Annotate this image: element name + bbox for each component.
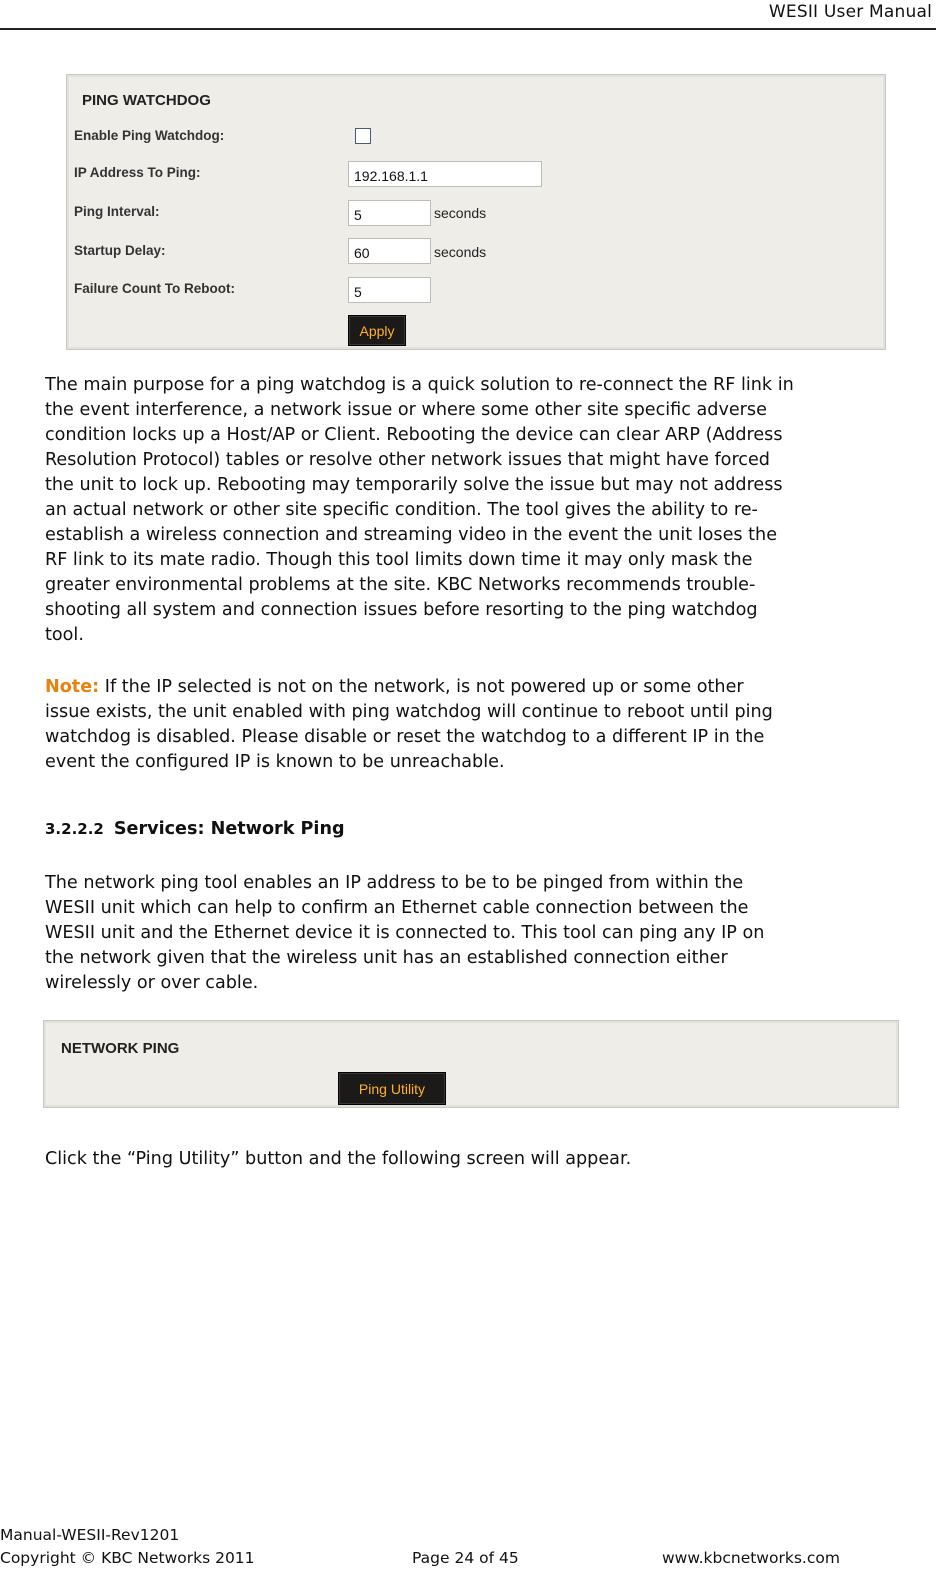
text-line: establish a wireless connection and streaming video in the event the unit loses the [45,525,778,545]
text-line: issue exists, the unit enabled with ping watchdog will continue to reboot until ping [45,702,773,722]
text-line: wirelessly or over cable. [45,973,259,993]
startup-delay-input[interactable]: 60 [348,238,431,264]
text-line: the unit to lock up. Rebooting may temporarily solve the issue but may not address [45,475,783,495]
text-line: shooting all system and connection issues before resorting to the ping watchdog [45,600,758,620]
enable-ping-watchdog-checkbox[interactable] [355,128,371,144]
network-ping-title: NETWORK PING [61,1040,180,1057]
ping-interval-unit: seconds [434,205,487,221]
text-line: The main purpose for a ping watchdog is a quick solution to re-connect the RF link in [45,375,794,395]
text-line: The network ping tool enables an IP address to be to be pinged from within the [45,873,744,893]
failure-count-input[interactable]: 5 [348,277,431,303]
ping-interval-label: Ping Interval: [74,204,160,219]
note-text: If the IP selected is not on the network, is not powered up or some other [99,677,744,697]
text-line: tool. [45,625,84,645]
text-line: an actual network or other site specific condition. The tool gives the ability to re- [45,500,758,520]
text-line: Click the “Ping Utility” button and the following screen will appear. [45,1149,632,1169]
ping-watchdog-title: PING WATCHDOG [82,92,211,109]
page-header [0,0,936,30]
footer-copyright: Copyright © KBC Networks 2011 [0,1549,255,1567]
text-line: greater environmental problems at the site. KBC Networks recommends trouble- [45,575,756,595]
ping-watchdog-panel [66,74,886,350]
click-paragraph [45,1147,935,1172]
text-line: Resolution Protocol) tables or resolve other network issues that might have forced [45,450,770,470]
ip-address-input[interactable]: 192.168.1.1 [348,161,542,187]
text-line: WESII unit and the Ethernet device it is connected to. This tool can ping any IP on [45,923,765,943]
failure-count-label: Failure Count To Reboot: [74,281,235,296]
text-line: the event interference, a network issue or where some other site specific adverse [45,400,767,420]
text-line: RF link to its mate radio. Though this tool limits down time it may only mask the [45,550,753,570]
note-paragraph [45,675,935,775]
footer-page-number: Page 24 of 45 [412,1549,519,1567]
startup-delay-unit: seconds [434,244,487,260]
text-line: WESII unit which can help to confirm an Ethernet cable connection between the [45,898,749,918]
startup-delay-label: Startup Delay: [74,243,166,258]
document-title: WESII User Manual [768,2,932,22]
section-number: 3.2.2.2 [45,820,104,838]
section-title: Services: Network Ping [113,819,345,839]
note-label: Note: [45,677,100,697]
network-ping-panel [43,1020,899,1108]
apply-button[interactable]: Apply [348,315,406,346]
text-line: the network given that the wireless unit has an established connection either [45,948,728,968]
enable-ping-watchdog-label: Enable Ping Watchdog: [74,128,225,143]
text-line: event the configured IP is known to be unreachable. [45,752,505,772]
network-ping-paragraph [45,871,935,996]
footer-doc-id: Manual-WESII-Rev1201 [0,1526,180,1544]
ping-utility-button[interactable]: Ping Utility [338,1072,446,1105]
section-heading [45,819,345,839]
ping-interval-input[interactable]: 5 [348,200,431,226]
text-line: condition locks up a Host/AP or Client. Rebooting the device can clear ARP (Address [45,425,783,445]
text-line: watchdog is disabled. Please disable or reset the watchdog to a different IP in the [45,727,765,747]
purpose-paragraph [45,373,935,648]
footer-website: www.kbcnetworks.com [662,1549,840,1567]
ip-address-label: IP Address To Ping: [74,165,201,180]
